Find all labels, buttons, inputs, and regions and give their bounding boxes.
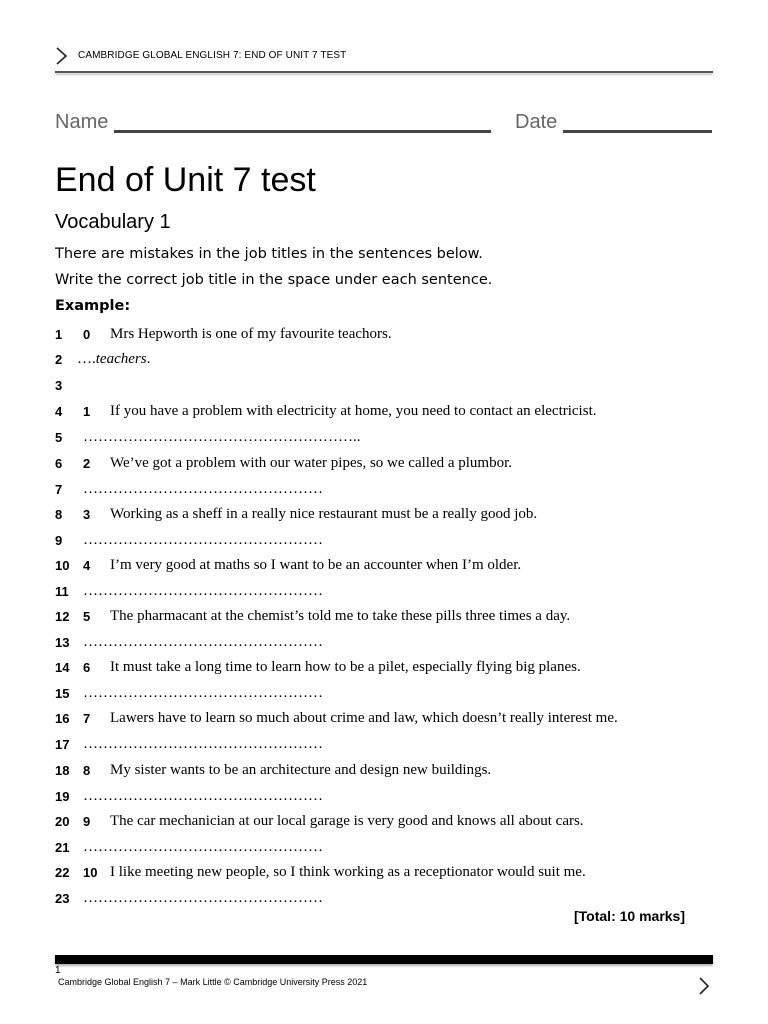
question-text: The car mechanician at our local garage is very good and knows all about cars. — [110, 813, 584, 829]
header-divider — [55, 71, 713, 73]
question-row — [55, 507, 715, 527]
question-number: 8 — [83, 763, 91, 778]
line-number: 11 — [55, 584, 69, 599]
answer-blank[interactable]: ……………………………………………….. — [83, 429, 361, 445]
question-text: Working as a sheff in a really nice restaurant must be a really good job. — [110, 506, 538, 522]
answer-row — [55, 635, 715, 655]
line-number: 14 — [55, 660, 70, 675]
line-number: 1 — [55, 327, 63, 342]
answer-blank[interactable]: ………………………………………… — [83, 788, 323, 804]
answer-row — [55, 789, 715, 809]
question-number: 5 — [83, 609, 91, 624]
answer-row — [55, 482, 715, 502]
name-field[interactable] — [114, 130, 491, 133]
total-marks: [Total: 10 marks] — [574, 908, 685, 924]
question-number: 6 — [83, 660, 91, 675]
question-row — [55, 456, 715, 476]
line-number: 4 — [55, 404, 63, 419]
answer-row — [55, 430, 715, 450]
example-question-row — [55, 327, 715, 347]
question-text: Lawers have to learn so much about crime and law, which doesn’t really interest me. — [110, 710, 618, 726]
line-number: 17 — [55, 737, 70, 752]
name-date-row — [55, 111, 713, 137]
answer-row — [55, 533, 715, 553]
footer-copyright: Cambridge Global English 7 – Mark Little © Cambridge University Press 2021 — [58, 977, 368, 987]
answer-row — [55, 584, 715, 604]
line-number: 3 — [55, 378, 63, 393]
line-number: 19 — [55, 789, 70, 804]
question-text: I like meeting new people, so I think working as a receptionator would suit me. — [110, 864, 586, 880]
question-row — [55, 865, 715, 885]
question-row — [55, 558, 715, 578]
page-title: End of Unit 7 test — [55, 161, 316, 199]
question-row — [55, 711, 715, 731]
answer-row — [55, 686, 715, 706]
answer-blank[interactable]: ………………………………………… — [83, 839, 323, 855]
line-number: 12 — [55, 609, 70, 624]
page-number: 1 — [55, 965, 61, 976]
answer-blank[interactable]: ………………………………………… — [83, 685, 323, 701]
section-heading: Vocabulary 1 — [55, 211, 171, 233]
line-number: 7 — [55, 482, 63, 497]
question-text: We’ve got a problem with our water pipes, so we called a plumbor. — [110, 455, 513, 471]
line-number: 16 — [55, 711, 70, 726]
header-title: CAMBRIDGE GLOBAL ENGLISH 7: END OF UNIT 7 TEST — [78, 50, 347, 61]
answer-blank[interactable]: ………………………………………… — [83, 583, 323, 599]
answer-blank[interactable]: ………………………………………… — [83, 634, 323, 650]
line-number: 18 — [55, 763, 70, 778]
question-number: 4 — [83, 558, 91, 573]
question-row — [55, 814, 715, 834]
question-text: I’m very good at maths so I want to be an accounter when I’m older. — [110, 557, 522, 573]
line-number: 8 — [55, 507, 63, 522]
line-number: 13 — [55, 635, 70, 650]
answer-blank[interactable]: ………………………………………… — [83, 890, 323, 906]
question-text: It must take a long time to learn how to be a pilet, especially flying big planes. — [110, 659, 581, 675]
question-text: The pharmacant at the chemist’s told me to take these pills three times a day. — [110, 608, 571, 624]
question-number: 1 — [83, 404, 91, 419]
example-answer-word: teachers — [95, 351, 147, 367]
date-field[interactable] — [563, 130, 712, 133]
question-row — [55, 404, 715, 424]
line-number: 23 — [55, 891, 70, 906]
line-number: 9 — [55, 533, 63, 548]
line-number: 15 — [55, 686, 70, 701]
line-number: 20 — [55, 814, 70, 829]
question-row — [55, 609, 715, 629]
question-text: Mrs Hepworth is one of my favourite teachors. — [110, 326, 392, 342]
answer-blank[interactable]: ………………………………………… — [83, 736, 323, 752]
date-label: Date — [515, 111, 558, 133]
question-text: My sister wants to be an architecture and design new buildings. — [110, 762, 492, 778]
example-answer-row — [55, 352, 715, 372]
line-number: 2 — [55, 352, 63, 367]
example-label: Example: — [55, 298, 131, 314]
name-label: Name — [55, 111, 109, 133]
answer-row — [55, 737, 715, 757]
instruction-line-2: Write the correct job title in the space under each sentence. — [55, 272, 493, 288]
question-row — [55, 763, 715, 783]
question-row — [55, 660, 715, 680]
answer-blank[interactable]: ………………………………………… — [83, 481, 323, 497]
line-number: 22 — [55, 865, 70, 880]
question-number: 2 — [83, 456, 91, 471]
chevron-right-icon[interactable] — [698, 977, 710, 995]
question-number: 0 — [83, 327, 91, 342]
answer-row — [55, 840, 715, 860]
line-number: 21 — [55, 840, 70, 855]
question-number: 9 — [83, 814, 91, 829]
line-number: 6 — [55, 456, 63, 471]
line-number: 10 — [55, 558, 70, 573]
line-number: 5 — [55, 430, 63, 445]
question-number: 3 — [83, 507, 91, 522]
answer-blank[interactable]: ………………………………………… — [83, 532, 323, 548]
instruction-line-1: There are mistakes in the job titles in the sentences below. — [55, 246, 483, 262]
question-number: 10 — [83, 865, 98, 880]
footer-divider — [55, 955, 713, 964]
chevron-right-icon — [55, 47, 69, 65]
question-text: If you have a problem with electricity at home, you need to contact an electricist. — [110, 403, 597, 419]
example-answer: ….teachers. — [77, 351, 151, 367]
blank-row — [55, 378, 715, 398]
question-number: 7 — [83, 711, 91, 726]
page-header — [55, 46, 713, 66]
